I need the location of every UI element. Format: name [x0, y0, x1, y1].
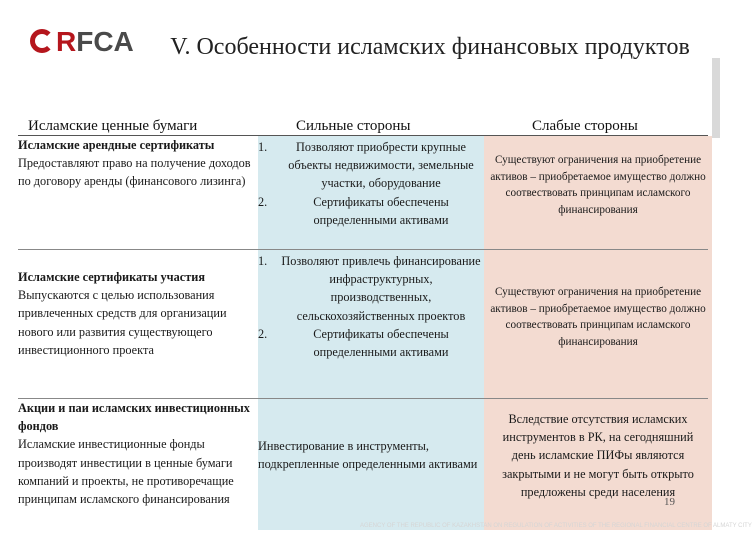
page-number: 19: [664, 496, 675, 508]
instrument-cell-3: [18, 399, 256, 508]
rfca-logo: [30, 27, 154, 61]
row-divider: [18, 249, 708, 250]
strengths-cell-3: Инвестирование в инструменты, подкрепленные определенными активами: [258, 439, 478, 472]
weakness-cell-3: Вследствие отсутствия исламских инструментов в РК, на сегодняшний день исламские ПИФы являются закрытыми и не могут быть открыто предложены среди населения: [502, 412, 694, 499]
strength-item: 1. Позволяют приобрести крупные объекты недвижимости, земельные участки, оборудование: [258, 140, 474, 191]
weakness-cell-1: Существуют ограничения на приобретение активов – приобретаемое имущество должно соотвествовать принципам исламского финансирования: [490, 154, 706, 216]
header-securities: Исламские ценные бумаги: [28, 118, 198, 134]
logo-ring-icon: [30, 29, 54, 53]
strengths-cell-2: [258, 252, 482, 361]
strength-item: 2. Сертификаты обеспечены определенными активами: [258, 194, 449, 227]
header-strengths: Сильные стороны: [296, 118, 411, 134]
instrument-cell-1: [18, 136, 256, 191]
strength-item: 2. Сертификаты обеспечены определенными активами: [258, 326, 449, 360]
instrument-description: Предоставляют право на получение доходов по договору аренды (финансового лизинга): [18, 156, 251, 189]
weakness-cell-2: Существуют ограничения на приобретение активов – приобретаемое имущество должно соотвествовать принципам исламского финансирования: [490, 286, 706, 348]
instrument-description: Исламские инвестиционные фонды производят инвестиции в ценные бумаги компаний и проекты, не противоречащие принципам исламского финансирования: [18, 437, 234, 507]
header-weaknesses: Слабые стороны: [532, 118, 638, 134]
slide-title: V. Особенности исламских финансовых продуктов: [170, 34, 690, 60]
instrument-description: Выпускаются с целью использования привлеченных средств для организации нового или развития существующего инвестиционного проекта: [18, 288, 227, 357]
instrument-cell-2: [18, 268, 256, 359]
strengths-cell-1: [258, 138, 482, 229]
decorative-bar: [712, 58, 720, 138]
instrument-title: Акции и паи исламских инвестиционных фондов: [18, 401, 250, 434]
strength-item: 1. Позволяют привлечь финансирование инфраструктурных, производственных, сельскохозяйственных проектов: [258, 254, 481, 323]
instrument-title: Исламские сертификаты участия: [18, 270, 205, 284]
footer-agency-text: AGENCY OF THE REPUBLIC OF KAZAKHSTAN ON REGULATION OF ACTIVITIES OF THE REGIONAL FINANCIAL CENTRE OF ALMATY CITY: [360, 523, 752, 529]
logo-wordmark: RFCA: [56, 26, 134, 57]
instrument-title: Исламские арендные сертификаты: [18, 138, 215, 152]
